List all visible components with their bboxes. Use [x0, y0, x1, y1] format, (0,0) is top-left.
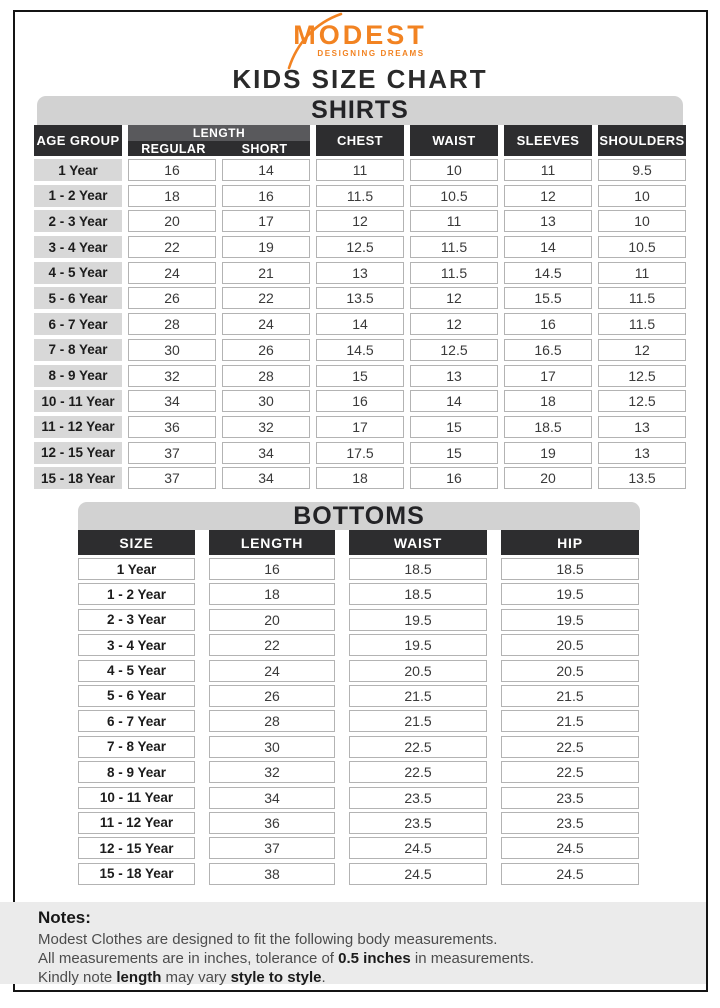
shirts-short-cell: 30 — [222, 390, 310, 412]
shirts-waist-cell: 10.5 — [410, 185, 498, 207]
shirts-waist-cell: 15 — [410, 416, 498, 438]
shirts-regular-cell: 24 — [128, 262, 216, 284]
bottoms-size-cell: 11 - 12 Year — [78, 812, 195, 834]
bottoms-waist-cell: 19.5 — [349, 609, 487, 631]
shirts-chest-cell: 13.5 — [316, 287, 404, 309]
header-length: LENGTH — [128, 125, 310, 141]
bottoms-hip-cell: 22.5 — [501, 761, 639, 783]
shirts-shoulders-cell: 13 — [598, 442, 686, 464]
header-sleeves: SLEEVES — [504, 125, 592, 156]
shirts-chest-cell: 14.5 — [316, 339, 404, 361]
shirts-regular-cell: 30 — [128, 339, 216, 361]
shirts-short-cell: 21 — [222, 262, 310, 284]
brand-tagline: DESIGNING DREAMS — [317, 49, 425, 58]
shirts-chest-cell: 12 — [316, 210, 404, 232]
shirts-sleeves-cell: 15.5 — [504, 287, 592, 309]
bottoms-hip-cell: 21.5 — [501, 685, 639, 707]
shirts-section — [34, 96, 686, 489]
shirts-shoulders-cell: 13.5 — [598, 467, 686, 489]
shirts-chest-cell: 12.5 — [316, 236, 404, 258]
bottoms-waist-cell: 23.5 — [349, 812, 487, 834]
shirts-shoulders-cell: 13 — [598, 416, 686, 438]
brand-logo — [293, 20, 427, 58]
bottoms-size-cell: 6 - 7 Year — [78, 710, 195, 732]
header-length-variants — [128, 141, 310, 156]
shirts-chest-cell: 13 — [316, 262, 404, 284]
shirts-regular-cell: 37 — [128, 467, 216, 489]
notes-line-3 — [38, 968, 706, 987]
bottoms-waist-cell: 18.5 — [349, 583, 487, 605]
shirts-waist-cell: 12.5 — [410, 339, 498, 361]
bottoms-table-body — [78, 558, 640, 885]
shirts-short-cell: 34 — [222, 442, 310, 464]
shirts-shoulders-cell: 12.5 — [598, 390, 686, 412]
shirts-shoulders-cell: 10.5 — [598, 236, 686, 258]
notes-title: Notes: — [38, 908, 91, 927]
bottoms-length-cell: 36 — [209, 812, 335, 834]
shirts-shoulders-cell: 11.5 — [598, 287, 686, 309]
shirts-regular-cell: 28 — [128, 313, 216, 335]
shirts-age-cell: 7 - 8 Year — [34, 339, 122, 361]
shirts-age-cell: 1 - 2 Year — [34, 185, 122, 207]
shirts-regular-cell: 20 — [128, 210, 216, 232]
shirts-shoulders-cell: 12.5 — [598, 365, 686, 387]
shirts-chest-cell: 11 — [316, 159, 404, 181]
shirts-sleeves-cell: 13 — [504, 210, 592, 232]
bottoms-section — [78, 502, 640, 885]
bottoms-hip-cell: 20.5 — [501, 660, 639, 682]
shirts-sleeves-cell: 12 — [504, 185, 592, 207]
bottoms-size-cell: 4 - 5 Year — [78, 660, 195, 682]
shirts-age-cell: 10 - 11 Year — [34, 390, 122, 412]
bottoms-length-cell: 30 — [209, 736, 335, 758]
notes-line-3-mid: may vary — [161, 969, 231, 986]
shirts-short-cell: 14 — [222, 159, 310, 181]
bottoms-size-cell: 1 Year — [78, 558, 195, 580]
notes-section — [0, 902, 706, 984]
shirts-age-cell: 15 - 18 Year — [34, 467, 122, 489]
shirts-age-cell: 8 - 9 Year — [34, 365, 122, 387]
header-chest: CHEST — [316, 125, 404, 156]
shirts-sleeves-cell: 20 — [504, 467, 592, 489]
header-bottoms-length: LENGTH — [209, 530, 335, 555]
bottoms-table-header — [78, 530, 640, 555]
shirts-waist-cell: 11.5 — [410, 236, 498, 258]
shirts-chest-cell: 17.5 — [316, 442, 404, 464]
bottoms-length-cell: 34 — [209, 787, 335, 809]
bottoms-size-cell: 2 - 3 Year — [78, 609, 195, 631]
bottoms-length-cell: 28 — [209, 710, 335, 732]
shirts-age-cell: 4 - 5 Year — [34, 262, 122, 284]
bottoms-hip-cell: 18.5 — [501, 558, 639, 580]
shirts-regular-cell: 36 — [128, 416, 216, 438]
shirts-short-cell: 34 — [222, 467, 310, 489]
bottoms-size-cell: 8 - 9 Year — [78, 761, 195, 783]
shirts-shoulders-cell: 11.5 — [598, 313, 686, 335]
shirts-chest-cell: 18 — [316, 467, 404, 489]
shirts-sleeves-cell: 16 — [504, 313, 592, 335]
bottoms-waist-cell: 24.5 — [349, 863, 487, 885]
bottoms-length-cell: 26 — [209, 685, 335, 707]
shirts-chest-cell: 15 — [316, 365, 404, 387]
shirts-short-cell: 22 — [222, 287, 310, 309]
shirts-age-cell: 1 Year — [34, 159, 122, 181]
notes-line-2 — [38, 949, 706, 968]
notes-line-3-text: Kindly note — [38, 969, 117, 986]
bottoms-hip-cell: 24.5 — [501, 837, 639, 859]
shirts-age-cell: 5 - 6 Year — [34, 287, 122, 309]
shirts-short-cell: 28 — [222, 365, 310, 387]
shirts-short-cell: 32 — [222, 416, 310, 438]
bottoms-length-cell: 24 — [209, 660, 335, 682]
shirts-waist-cell: 11.5 — [410, 262, 498, 284]
brand-name: MODEST — [293, 20, 427, 50]
notes-line-3-bold-length: length — [116, 969, 162, 986]
bottoms-waist-cell: 23.5 — [349, 787, 487, 809]
bottoms-size-cell: 10 - 11 Year — [78, 787, 195, 809]
shirts-waist-cell: 12 — [410, 287, 498, 309]
bottoms-title-bar: BOTTOMS — [78, 502, 640, 530]
shirts-sleeves-cell: 16.5 — [504, 339, 592, 361]
bottoms-waist-cell: 20.5 — [349, 660, 487, 682]
shirts-sleeves-cell: 18.5 — [504, 416, 592, 438]
bottoms-waist-cell: 22.5 — [349, 736, 487, 758]
page-title: KIDS SIZE CHART — [232, 64, 488, 94]
bottoms-length-cell: 22 — [209, 634, 335, 656]
header-short: SHORT — [241, 141, 288, 156]
shirts-waist-cell: 10 — [410, 159, 498, 181]
bottoms-hip-cell: 23.5 — [501, 812, 639, 834]
brand-header — [0, 20, 720, 61]
header-regular: REGULAR — [141, 141, 206, 156]
shirts-short-cell: 24 — [222, 313, 310, 335]
shirts-title-bar: SHIRTS — [37, 96, 683, 125]
shirts-waist-cell: 11 — [410, 210, 498, 232]
bottoms-size-cell: 5 - 6 Year — [78, 685, 195, 707]
bottoms-length-cell: 37 — [209, 837, 335, 859]
shirts-shoulders-cell: 12 — [598, 339, 686, 361]
shirts-shoulders-cell: 10 — [598, 210, 686, 232]
bottoms-hip-cell: 21.5 — [501, 710, 639, 732]
bottoms-length-cell: 38 — [209, 863, 335, 885]
shirts-waist-cell: 16 — [410, 467, 498, 489]
shirts-regular-cell: 26 — [128, 287, 216, 309]
shirts-table-header — [34, 125, 686, 156]
bottoms-hip-cell: 20.5 — [501, 634, 639, 656]
bottoms-length-cell: 16 — [209, 558, 335, 580]
notes-line-2-text: All measurements are in inches, tolerance of — [38, 950, 339, 967]
shirts-sleeves-cell: 19 — [504, 442, 592, 464]
shirts-chest-cell: 16 — [316, 390, 404, 412]
shirts-short-cell: 16 — [222, 185, 310, 207]
shirts-chest-cell: 17 — [316, 416, 404, 438]
shirts-shoulders-cell: 10 — [598, 185, 686, 207]
bottoms-size-cell: 15 - 18 Year — [78, 863, 195, 885]
shirts-age-cell: 6 - 7 Year — [34, 313, 122, 335]
bottoms-length-cell: 18 — [209, 583, 335, 605]
header-hip: HIP — [501, 530, 639, 555]
shirts-age-cell: 12 - 15 Year — [34, 442, 122, 464]
shirts-age-cell: 3 - 4 Year — [34, 236, 122, 258]
bottoms-waist-cell: 19.5 — [349, 634, 487, 656]
bottoms-waist-cell: 21.5 — [349, 685, 487, 707]
shirts-sleeves-cell: 18 — [504, 390, 592, 412]
header-size: SIZE — [78, 530, 195, 555]
bottoms-size-cell: 12 - 15 Year — [78, 837, 195, 859]
shirts-short-cell: 17 — [222, 210, 310, 232]
shirts-waist-cell: 14 — [410, 390, 498, 412]
shirts-chest-cell: 11.5 — [316, 185, 404, 207]
shirts-waist-cell: 15 — [410, 442, 498, 464]
header-waist: WAIST — [410, 125, 498, 156]
bottoms-size-cell: 1 - 2 Year — [78, 583, 195, 605]
shirts-regular-cell: 16 — [128, 159, 216, 181]
shirts-sleeves-cell: 14.5 — [504, 262, 592, 284]
bottoms-hip-cell: 24.5 — [501, 863, 639, 885]
header-length-group — [128, 125, 310, 156]
notes-line-3-bold-style: style to style — [230, 969, 322, 986]
bottoms-hip-cell: 19.5 — [501, 609, 639, 631]
shirts-regular-cell: 37 — [128, 442, 216, 464]
header-age-group: AGE GROUP — [34, 125, 122, 156]
notes-line-2-end: in measurements. — [410, 950, 535, 967]
shirts-regular-cell: 18 — [128, 185, 216, 207]
header-bottoms-waist: WAIST — [349, 530, 487, 555]
bottoms-size-cell: 3 - 4 Year — [78, 634, 195, 656]
shirts-short-cell: 19 — [222, 236, 310, 258]
shirts-shoulders-cell: 9.5 — [598, 159, 686, 181]
notes-line-2-bold: 0.5 inches — [338, 950, 411, 967]
bottoms-waist-cell: 22.5 — [349, 761, 487, 783]
bottoms-waist-cell: 18.5 — [349, 558, 487, 580]
bottoms-length-cell: 32 — [209, 761, 335, 783]
notes-line-3-end: . — [321, 969, 326, 986]
bottoms-length-cell: 20 — [209, 609, 335, 631]
shirts-regular-cell: 34 — [128, 390, 216, 412]
shirts-regular-cell: 32 — [128, 365, 216, 387]
bottoms-hip-cell: 19.5 — [501, 583, 639, 605]
shirts-table-body — [34, 159, 686, 489]
shirts-waist-cell: 12 — [410, 313, 498, 335]
shirts-regular-cell: 22 — [128, 236, 216, 258]
bottoms-size-cell: 7 - 8 Year — [78, 736, 195, 758]
notes-line-1: Modest Clothes are designed to fit the following body measurements. — [38, 931, 498, 948]
bottoms-waist-cell: 24.5 — [349, 837, 487, 859]
bottoms-hip-cell: 23.5 — [501, 787, 639, 809]
shirts-waist-cell: 13 — [410, 365, 498, 387]
shirts-shoulders-cell: 11 — [598, 262, 686, 284]
shirts-sleeves-cell: 11 — [504, 159, 592, 181]
shirts-sleeves-cell: 17 — [504, 365, 592, 387]
shirts-chest-cell: 14 — [316, 313, 404, 335]
shirts-short-cell: 26 — [222, 339, 310, 361]
header-shoulders: SHOULDERS — [598, 125, 686, 156]
shirts-sleeves-cell: 14 — [504, 236, 592, 258]
shirts-age-cell: 2 - 3 Year — [34, 210, 122, 232]
bottoms-hip-cell: 22.5 — [501, 736, 639, 758]
bottoms-waist-cell: 21.5 — [349, 710, 487, 732]
shirts-age-cell: 11 - 12 Year — [34, 416, 122, 438]
